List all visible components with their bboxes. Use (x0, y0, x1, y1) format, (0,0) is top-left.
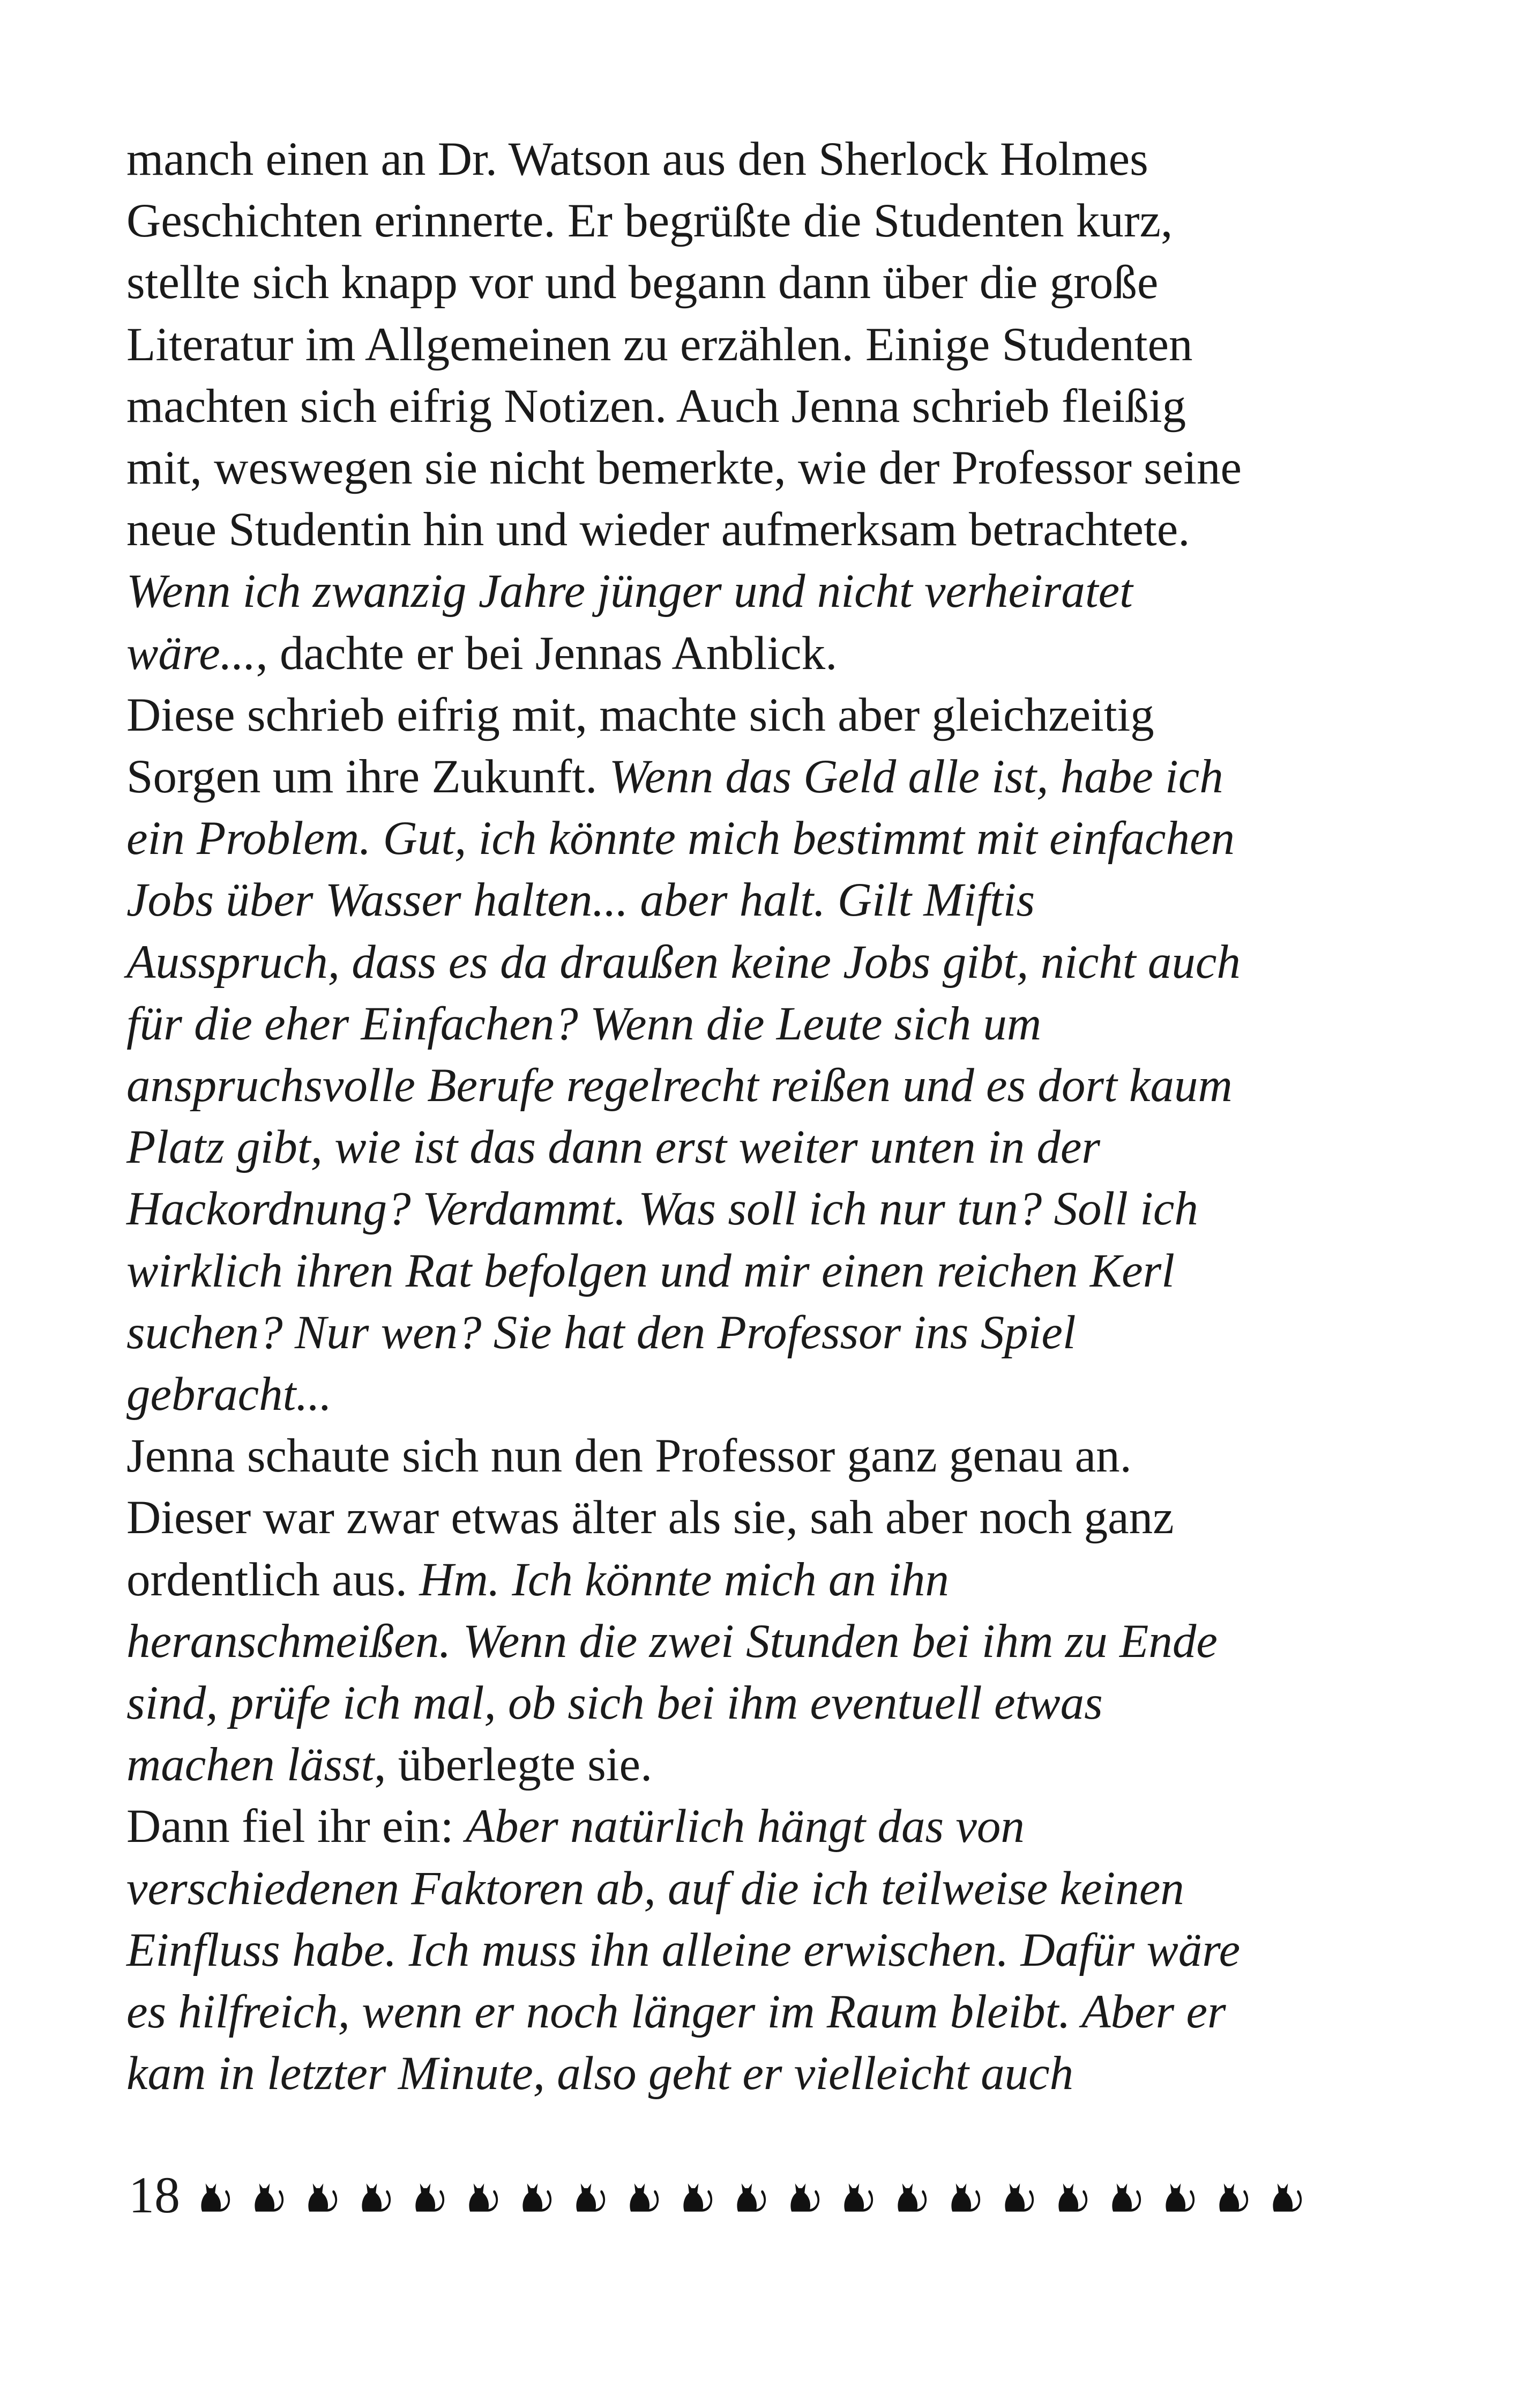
text-line (126, 190, 1402, 252)
text-line (126, 623, 1402, 685)
text-line (126, 932, 1402, 993)
text-line (126, 129, 1402, 190)
italic-text-segment: Hackordnung? Verdammt. Was soll ich nur tun? Soll ich (126, 1183, 1198, 1236)
text-line (126, 1611, 1402, 1673)
italic-text-segment: Einfluss habe. Ich muss ihn alleine erwischen. Dafür wäre (126, 1923, 1241, 1976)
text-line (126, 1920, 1402, 1981)
cat-silhouette-icon (625, 2176, 660, 2214)
italic-text-segment: anspruchsvolle Berufe regelrecht reißen und es dort kaum (126, 1059, 1233, 1112)
text-segment: , dachte er bei Jennas Anblick. (256, 627, 838, 680)
text-segment: Sorgen um ihre Zukunft. (126, 750, 609, 804)
italic-text-segment: machen lässt (126, 1738, 375, 1792)
italic-text-segment: Wenn das Geld alle ist, habe ich (609, 750, 1223, 804)
text-line (126, 1117, 1402, 1178)
italic-text-segment: heranschmeißen. Wenn die zwei Stunden bei ihm zu Ende (126, 1615, 1218, 1668)
text-line (126, 1796, 1402, 1857)
text-segment: stellte sich knapp vor und begann dann über die große (126, 256, 1159, 309)
text-segment: Jenna schaute sich nun den Professor ganz genau an. (126, 1430, 1132, 1483)
cat-silhouette-icon (518, 2176, 553, 2214)
italic-text-segment: ein Problem. Gut, ich könnte mich bestimmt mit einfachen (126, 812, 1235, 865)
text-line (126, 1981, 1402, 2043)
cat-silhouette-icon (893, 2176, 928, 2214)
cat-silhouette-icon (1161, 2176, 1196, 2214)
italic-text-segment: gebracht... (126, 1368, 332, 1421)
text-segment: , überlegte sie. (374, 1738, 653, 1792)
text-line (126, 1240, 1402, 1302)
italic-text-segment: Aber natürlich hängt das von (465, 1800, 1025, 1853)
text-segment: Literatur im Allgemeinen zu erzählen. Einige Studenten (126, 318, 1193, 371)
text-segment: mit, weswegen sie nicht bemerkte, wie der Professor seine (126, 442, 1242, 495)
text-line (126, 808, 1402, 869)
cat-silhouette-icon (464, 2176, 499, 2214)
cat-silhouette-icon (357, 2176, 392, 2214)
text-segment: ordentlich aus. (126, 1553, 420, 1606)
italic-text-segment: kam in letzter Minute, also geht er vielleicht auch (126, 2047, 1074, 2100)
cat-silhouette-icon (678, 2176, 714, 2214)
cat-silhouette-icon (303, 2176, 339, 2214)
cat-silhouette-icon (839, 2176, 875, 2214)
cat-silhouette-icon (196, 2176, 232, 2214)
text-segment: Geschichten erinnerte. Er begrüßte die Studenten kurz, (126, 195, 1173, 248)
italic-text-segment: Wenn ich zwanzig Jahre jünger und nicht verheiratet (126, 565, 1133, 618)
cat-silhouette-icon (786, 2176, 821, 2214)
text-segment: neue Studentin hin und wieder aufmerksam betrachtete. (126, 503, 1190, 556)
text-line (126, 1673, 1402, 1734)
cat-silhouette-icon (732, 2176, 767, 2214)
text-segment: machten sich eifrig Notizen. Auch Jenna schrieb fleißig (126, 380, 1186, 433)
italic-text-segment: Hm. Ich könnte mich an ihn (419, 1553, 949, 1606)
text-line (126, 252, 1402, 314)
cat-silhouette-icon (1268, 2176, 1303, 2214)
cat-silhouette-icon (410, 2176, 446, 2214)
text-segment: manch einen an Dr. Watson aus den Sherlock Holmes (126, 133, 1148, 185)
text-line (126, 1734, 1402, 1796)
cat-silhouette-icon (250, 2176, 285, 2214)
italic-text-segment: es hilfreich, wenn er noch länger im Raum bleibt. Aber er (126, 1986, 1226, 2039)
text-line (126, 1487, 1402, 1549)
cat-silhouette-icon (1214, 2176, 1250, 2214)
text-line (126, 746, 1402, 808)
italic-text-segment: verschiedenen Faktoren ab, auf die ich teilweise keinen (126, 1862, 1184, 1915)
text-line (126, 1858, 1402, 1920)
text-segment: Diese schrieb eifrig mit, machte sich aber gleichzeitig (126, 688, 1154, 741)
body-text (126, 129, 1402, 2105)
text-line (126, 499, 1402, 561)
text-line (126, 685, 1402, 746)
italic-text-segment: sind, prüfe ich mal, ob sich bei ihm eventuell etwas (126, 1677, 1103, 1730)
italic-text-segment: Jobs über Wasser halten... aber halt. Gilt Miftis (126, 874, 1035, 927)
italic-text-segment: Platz gibt, wie ist das dann erst weiter unten in der (126, 1121, 1101, 1174)
text-line (126, 314, 1402, 376)
italic-text-segment: wäre... (126, 627, 256, 680)
text-line (126, 1549, 1402, 1611)
text-line (126, 376, 1402, 437)
text-line (126, 2043, 1402, 2105)
cat-silhouette-icon (571, 2176, 607, 2214)
text-line (126, 1425, 1402, 1487)
text-line (126, 1055, 1402, 1117)
italic-text-segment: Ausspruch, dass es da draußen keine Jobs gibt, nicht auch (126, 935, 1241, 989)
text-segment: Dann fiel ihr ein: (126, 1800, 466, 1853)
cat-silhouette-icon (1107, 2176, 1143, 2214)
italic-text-segment: wirklich ihren Rat befolgen und mir einen reichen Kerl (126, 1244, 1175, 1297)
italic-text-segment: suchen? Nur wen? Sie hat den Professor ins Spiel (126, 1306, 1076, 1359)
cat-silhouette-icon (946, 2176, 982, 2214)
italic-text-segment: für die eher Einfachen? Wenn die Leute sich um (126, 997, 1042, 1050)
page-number: 18 (129, 2166, 180, 2224)
page-footer (129, 2166, 1361, 2225)
cat-silhouette-icon (1054, 2176, 1089, 2214)
text-line (126, 1364, 1402, 1425)
text-line (126, 1178, 1402, 1240)
text-line (126, 561, 1402, 622)
cat-silhouette-icon (1000, 2176, 1035, 2214)
text-line (126, 437, 1402, 499)
text-line (126, 993, 1402, 1055)
text-line (126, 869, 1402, 931)
text-line (126, 1302, 1402, 1364)
text-segment: Dieser war zwar etwas älter als sie, sah aber noch ganz (126, 1491, 1174, 1544)
cat-ornament-row (196, 2176, 1322, 2214)
